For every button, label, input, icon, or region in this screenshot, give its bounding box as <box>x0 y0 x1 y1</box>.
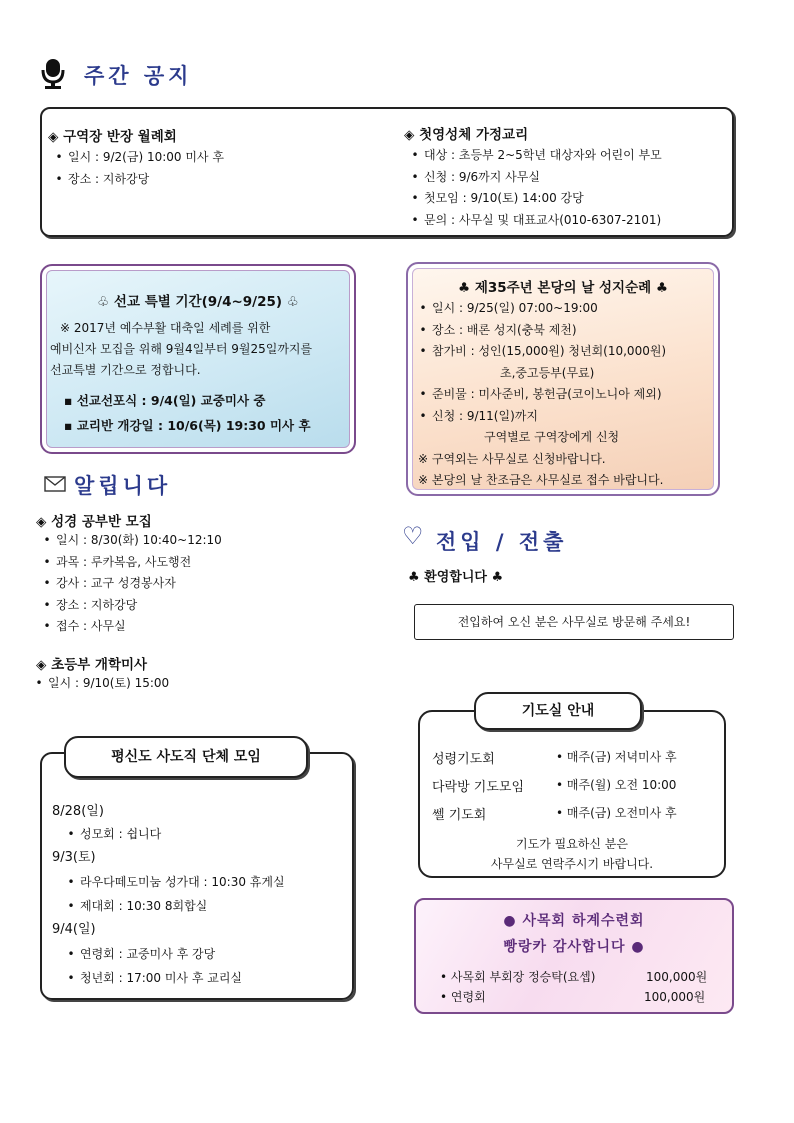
list-item: ▪ 선교선포식 : 9/4(일) 교중미사 중 <box>64 393 266 408</box>
pilgrimage-heading: ♣ 제35주년 본당의 날 성지순례 ♣ <box>458 280 668 296</box>
notices-header <box>44 470 264 500</box>
prayer-rows <box>420 748 724 832</box>
list-item: • 준비물 : 미사준비, 봉헌금(코이노니아 제외) <box>419 387 662 401</box>
list-item: • 일시 : 8/30(화) 10:40~12:10 <box>43 533 222 547</box>
note: ※ 구역외는 사무실로 신청바랍니다. <box>418 451 606 466</box>
elementary-mass-heading: ◈ 초등부 개학미사 <box>36 657 148 673</box>
list-item: • 연령회 : 교중미사 후 강당 <box>67 946 216 961</box>
transfer-title: 전입 / 전출 <box>436 529 568 554</box>
mission-heading: ♧ 선교 특별 기간(9/4~9/25) ♧ <box>97 294 299 310</box>
mission-description: ※ 2017년 예수부활 대축일 세례를 위한 예비신자 모집을 위해 9월4일부터 9월25일까지를 선교특별 기간으로 정합니다. <box>50 321 313 377</box>
list-item: • 성모회 : 쉽니다 <box>67 827 162 841</box>
weekly-header <box>40 58 300 92</box>
list-item: • 일시 : 9/10(토) 15:00 <box>35 676 170 690</box>
prayer-room-box <box>418 710 726 878</box>
communion-list <box>406 145 662 231</box>
prayer-row: 쎌 기도회 • 매주(금) 오전미사 후 <box>432 806 677 823</box>
list-item: • 청년회 : 17:00 미사 후 교리실 <box>67 970 243 985</box>
weekly-title: 주간 공지 <box>84 63 193 88</box>
elementary-mass-list <box>30 673 169 695</box>
list-item: • 제대회 : 10:30 8회합실 <box>67 898 208 913</box>
welcome-text: ♣ 환영합니다 ♣ <box>408 570 504 585</box>
list-item: • 과목 : 루카복음, 사도행전 <box>43 554 192 569</box>
welcome-message-box <box>414 604 734 640</box>
bible-study-list <box>38 530 222 638</box>
list-item-continued: 초,중고등부(무료) <box>500 365 595 380</box>
list-item: • 라우다떼도미눔 성가대 : 10:30 휴게실 <box>67 874 285 889</box>
transfer-header <box>402 524 622 554</box>
envelope-icon <box>44 476 66 492</box>
prayer-room-title: 기도실 안내 <box>474 692 642 730</box>
list-item: • 일시 : 9/2(금) 10:00 미사 후 <box>55 150 224 164</box>
pilgrimage-box <box>406 262 720 496</box>
list-item: • 연령회 100,000원 <box>440 990 706 1004</box>
mission-box <box>40 264 356 454</box>
list-item: • 사목회 부회장 정승탁(요셉) 100,000원 <box>440 970 708 984</box>
list-item: • 강사 : 교구 성경봉사자 <box>43 576 176 590</box>
thanks-box <box>414 898 734 1014</box>
group-date: 9/3(토) <box>52 849 96 865</box>
pilgrimage-list <box>414 298 666 492</box>
meeting-heading: ◈ 구역장 반장 월례회 <box>48 129 177 145</box>
list-item: • 장소 : 지하강당 <box>43 597 138 612</box>
thanks-title: ● 사목회 하계수련회 빵랑카 감사합니다 ● <box>503 913 645 955</box>
list-item: • 문의 : 사무실 및 대표교사(010-6307-2101) <box>411 212 662 227</box>
weekly-notice-box <box>40 107 734 237</box>
groups-content <box>52 800 285 990</box>
list-item: • 신청 : 9/6까지 사무실 <box>411 169 540 184</box>
list-item: ▪ 교리반 개강일 : 10/6(목) 19:30 미사 후 <box>64 418 311 433</box>
group-date: 9/4(일) <box>52 921 96 937</box>
microphone-icon <box>40 58 66 90</box>
list-item: • 장소 : 배론 성지(충북 제천) <box>419 322 577 337</box>
list-item: • 접수 : 사무실 <box>43 619 126 633</box>
list-item: • 참가비 : 성인(15,000원) 청년회(10,000원) <box>419 344 667 358</box>
list-item: • 대상 : 초등부 2~5학년 대상자와 어린이 부모 <box>411 148 662 162</box>
prayer-row: 다락방 기도모임 • 매주(월) 오전 10:00 <box>432 778 677 795</box>
note: ※ 본당의 날 찬조금은 사무실로 접수 바랍니다. <box>418 473 664 487</box>
list-item: • 장소 : 지하강당 <box>55 171 150 186</box>
group-date: 8/28(일) <box>52 804 104 819</box>
list-item-continued: 구역별로 구역장에게 신청 <box>484 430 620 444</box>
groups-box <box>40 752 354 1000</box>
list-item: • 일시 : 9/25(일) 07:00~19:00 <box>419 301 598 315</box>
welcome-message: 전입하여 오신 분은 사무실로 방문해 주세요! <box>457 615 691 629</box>
mission-list <box>64 388 311 438</box>
list-item: • 신청 : 9/11(일)까지 <box>419 408 538 423</box>
communion-heading: ◈ 첫영성체 가정교리 <box>404 127 529 143</box>
meeting-list <box>50 147 224 190</box>
donor-list <box>440 968 716 1008</box>
bible-study-heading: ◈ 성경 공부반 모집 <box>36 514 152 530</box>
list-item: • 첫모임 : 9/10(토) 14:00 강당 <box>411 191 584 205</box>
prayer-note: 기도가 필요하신 분은 사무실로 연락주시기 바랍니다. <box>490 837 654 871</box>
prayer-row: 성령기도회 • 매주(금) 저녁미사 후 <box>432 750 677 767</box>
groups-title: 평신도 사도직 단체 모임 <box>64 736 308 778</box>
heart-icon: ♡ <box>402 522 424 550</box>
notices-title: 알립니다 <box>74 473 172 498</box>
